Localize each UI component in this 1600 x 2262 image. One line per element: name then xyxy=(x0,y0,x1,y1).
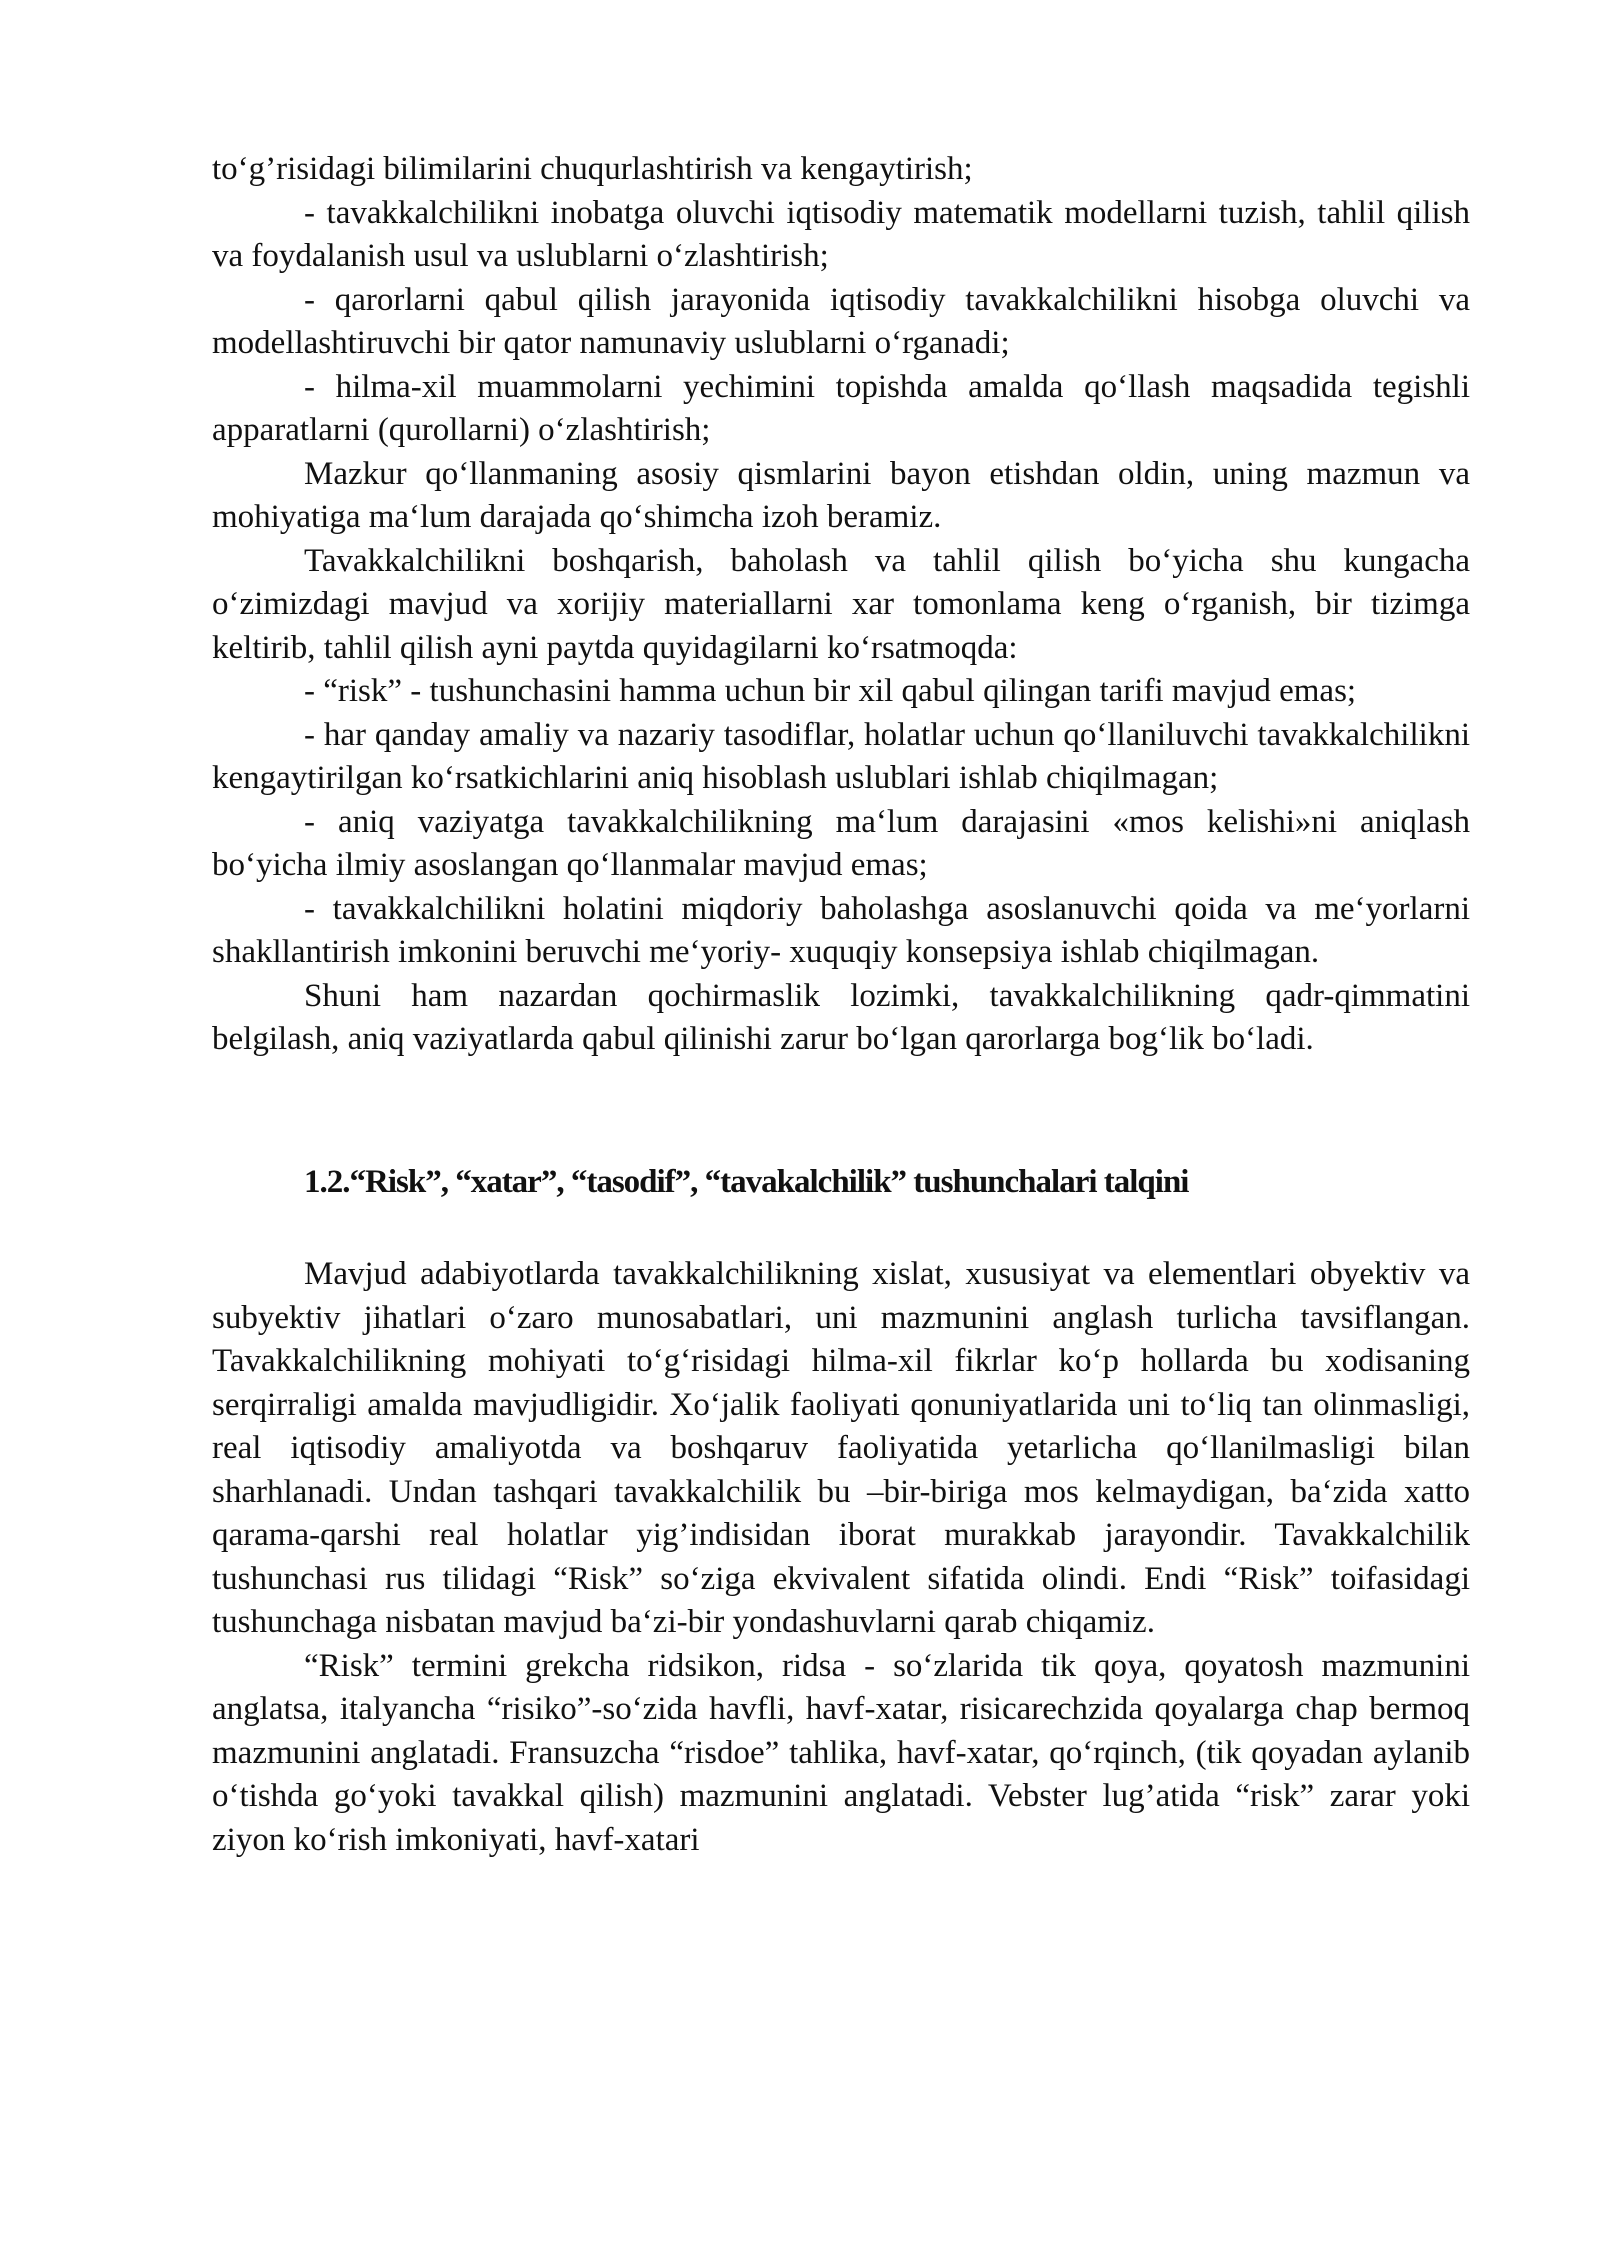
paragraph: - hilma-xil muammolarni yechimini topishda amalda qo‘llash maqsadida tegishli apparatlarni (qurollarni) o‘zlashtirish; xyxy=(212,368,1470,448)
paragraph: “Risk” termini grekcha ridsikon, ridsa - so‘zlarida tik qoya, qoyatosh mazmunini anglatsa, italyancha “risiko”-so‘zida havfli, havf-xatar, risicarechzida qoyalarga chap bermoq mazmunini anglatadi. Fransuzcha “risdoe” tahlika, havf-xatar, qo‘rqinch, (tik qoyadan aylanib o‘tishda go‘yoki tavakkal qilish) mazmunini anglatadi. Vebster lug’atida “risk” zarar yoki ziyon ko‘rish imkoniyati, havf-xatari xyxy=(212,1647,1470,1858)
paragraph: - qarorlarni qabul qilish jarayonida iqtisodiy tavakkalchilikni hisobga oluvchi va modellashtiruvchi bir qator namunaviy uslublarni o‘rganadi; xyxy=(212,281,1470,361)
paragraph: Mavjud adabiyotlarda tavakkalchilikning xislat, xususiyat va elementlari obyektiv va subyektiv jihatlari o‘zaro munosabatlari, uni mazmunini anglash turlicha tavsiflangan. Tavakkalchilikning mohiyati to‘g‘risidagi hilma-xil fikrlar ko‘p hollarda bu xodisaning serqirraligi amalda mavjudligidir. Xo‘jalik faoliyati qonuniyatlarida uni to‘liq tan olinmasligi, real iqtisodiy amaliyotda va boshqaruv faoliyatida yetarlicha qo‘llanilmasligi bilan sharhlanadi. Undan tashqari tavakkalchilik bu –bir-biriga mos kelmaydigan, ba‘zida xatto qarama-qarshi real holatlar yig’indisidan iborat murakkab jarayondir. Tavakkalchilik tushunchasi rus tilidagi “Risk” so‘ziga ekvivalent sifatida olindi. Endi “Risk” toifasidagi tushunchaga nisbatan mavjud ba‘zi-bir yondashuvlarni qarab chiqamiz. xyxy=(212,1256,1470,1640)
paragraph: - aniq vaziyatga tavakkalchilikning ma‘lum darajasini «mos kelishi»ni aniqlash bo‘yicha ilmiy asoslangan qo‘llanmalar mavjud emas; xyxy=(212,803,1470,883)
document-page xyxy=(212,148,1470,1862)
paragraph: - “risk” - tushunchasini hamma uchun bir xil qabul qilingan tarifi mavjud emas; xyxy=(304,673,1357,709)
paragraph: - har qanday amaliy va nazariy tasodiflar, holatlar uchun qo‘llaniluvchi tavakkalchilikni kengaytirilgan ko‘rsatkichlarini aniq hisoblash uslublari ishlab chiqilmagan; xyxy=(212,716,1470,796)
paragraph: Mazkur qo‘llanmaning asosiy qismlarini bayon etishdan oldin, uning mazmun va mohiyatiga ma‘lum darajada qo‘shimcha izoh beramiz. xyxy=(212,455,1470,535)
section-heading: 1.2.“Risk”, “xatar”, “tasodif”, “tavakalchilik” tushunchalari talqini xyxy=(304,1163,1189,1200)
paragraph: Tavakkalchilikni boshqarish, baholash va tahlil qilish bo‘yicha shu kungacha o‘zimizdagi mavjud va xorijiy materiallarni xar tomonlama keng o‘rganish, bir tizimga keltirib, tahlil qilish ayni paytda quyidagilarni ko‘rsatmoqda: xyxy=(212,542,1470,666)
paragraph: Shuni ham nazardan qochirmaslik lozimki, tavakkalchilikning qadr-qimmatini belgilash, aniq vaziyatlarda qabul qilinishi zarur bo‘lgan qarorlarga bog‘lik bo‘ladi. xyxy=(212,977,1470,1057)
paragraph: - tavakkalchilikni holatini miqdoriy baholashga asoslanuvchi qoida va me‘yorlarni shakllantirish imkonini beruvchi me‘yoriy- xuquqiy konsepsiya ishlab chiqilmagan. xyxy=(212,890,1470,970)
paragraph: - tavakkalchilikni inobatga oluvchi iqtisodiy matematik modellarni tuzish, tahlil qilish va foydalanish usul va uslublarni o‘zlashtirish; xyxy=(212,194,1470,274)
paragraph: to‘g’risidagi bilimilarini chuqurlashtirish va kengaytirish; xyxy=(212,151,973,187)
